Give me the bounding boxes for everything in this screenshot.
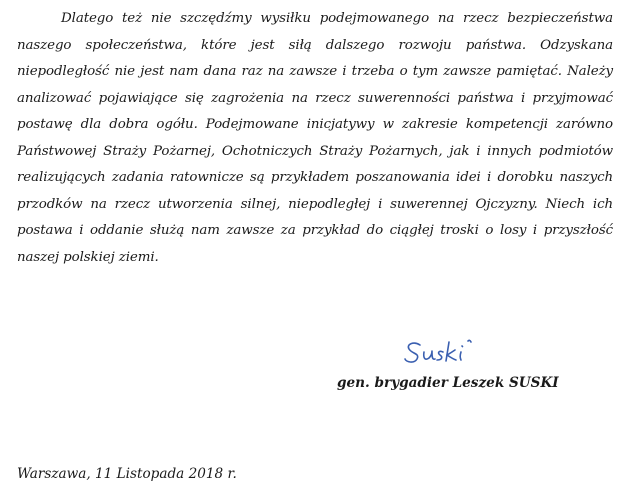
letter-body-paragraph: Dlatego też nie szczędźmy wysiłku podejmowanego na rzecz bezpieczeństwa naszego społeczeństwa, które jest siłą dalszego rozwoju państwa. Odzyskana niepodległość nie jest nam dana raz na zawsze i trzeba o tym zawsze pamiętać. Należy analizować pojawiające się zagrożenia na rzecz suwerenności państwa i przyjmować postawę dla dobra ogółu. Podejmowane inicjatywy w zakresie kompetencji zarówno Państwowej Straży Pożarnej, Ochotniczych Straży Pożarnych, jak i innych podmiotów realizujących zadania ratownicze są przykładem poszanowania idei i dorobku naszych przodków na rzecz utworzenia silnej, niepodległej i suwerennej Ojczyzny. Niech ich postawa i oddanie służą nam zawsze za przykład do ciągłej troski o losy i przyszłość naszej polskiej ziemi. xyxy=(17,11,613,265)
signer-name: gen. brygadier Leszek SUSKI xyxy=(337,375,559,391)
handwritten-signature xyxy=(402,336,492,370)
place-and-date: Warszawa, 11 Listopada 2018 r. xyxy=(17,466,237,482)
